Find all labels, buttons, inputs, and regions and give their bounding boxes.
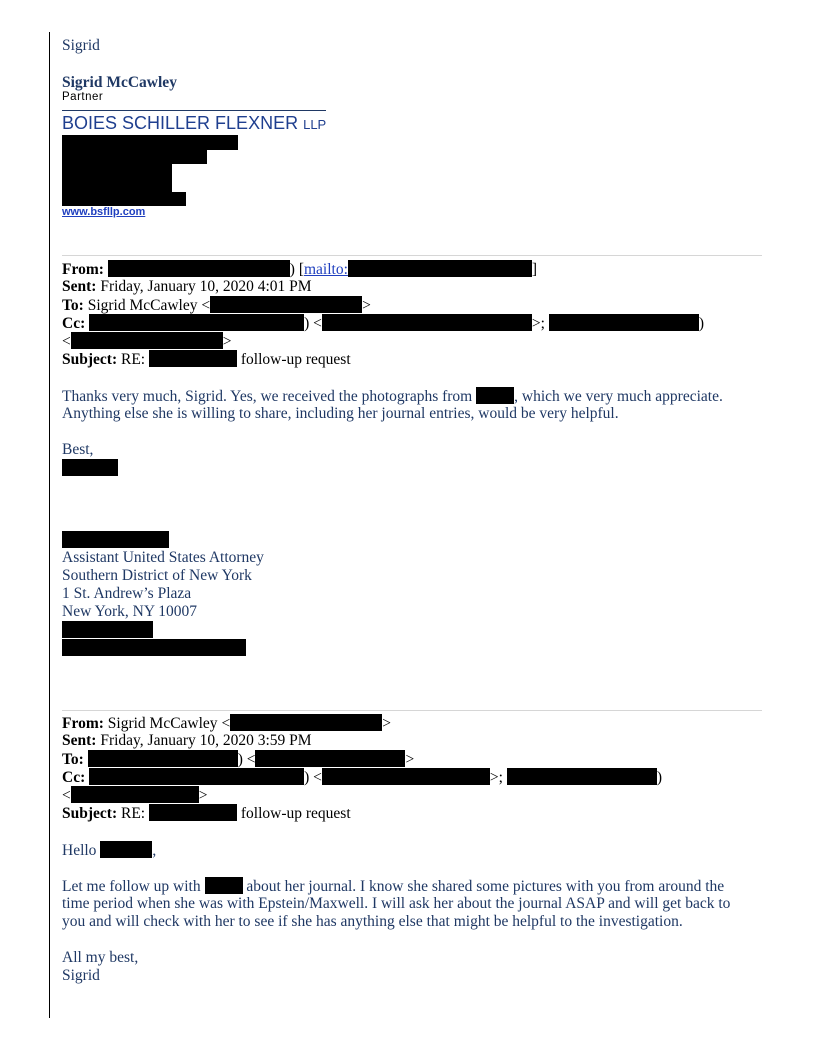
email2-body-line: Let me follow up with about her journal. I know she shared some pictures with you from around the <box>62 878 725 895</box>
signature-name: Sigrid McCawley <box>62 74 177 91</box>
email1-body-line: Anything else she is willing to share, including her journal entries, would be very helpful. <box>62 405 619 422</box>
email1-sig-address: New York, NY 10007 <box>62 603 198 620</box>
redacted-block <box>62 621 153 638</box>
redacted-block <box>62 135 238 150</box>
redacted-block <box>62 192 186 206</box>
email1-cc-line-cont: < > <box>62 333 232 350</box>
email1-sig-address: 1 St. Andrew’s Plaza <box>62 585 192 602</box>
email2-cc-line-cont: < > <box>62 787 208 804</box>
email1-body-line: Thanks very much, Sigrid. Yes, we received the photographs from , which we very much appreciate. <box>62 388 723 405</box>
email2-greeting: Hello , <box>62 842 157 859</box>
redacted-block <box>62 459 118 476</box>
email1-subject-line: Subject: RE: follow-up request <box>62 351 351 368</box>
redacted-block <box>62 178 172 192</box>
redacted-block <box>62 639 246 656</box>
website-link[interactable]: www.bsfllp.com <box>62 206 146 218</box>
email2-subject-line: Subject: RE: follow-up request <box>62 805 351 822</box>
email2-body-line: you and will check with her to see if she has anything else that might be helpful to the investigation. <box>62 913 683 930</box>
email2-signoff: Sigrid <box>62 967 100 984</box>
email1-to-line: To: Sigrid McCawley < > <box>62 297 371 314</box>
mailto-link[interactable]: mailto: <box>303 261 348 278</box>
left-margin-rule <box>49 32 50 1018</box>
email2-to-line: To: ) < > <box>62 751 415 768</box>
email1-sig-office: Southern District of New York <box>62 567 252 584</box>
email-separator <box>62 255 762 256</box>
redacted-block <box>62 164 172 178</box>
signature-divider <box>62 110 326 111</box>
email2-closing: All my best, <box>62 949 139 966</box>
email1-sent-line: Sent: Friday, January 10, 2020 4:01 PM <box>62 278 312 295</box>
email2-cc-line: Cc: ) < >; ) <box>62 769 663 786</box>
firm-logo: BOIES SCHILLER FLEXNER LLP <box>62 113 327 133</box>
email1-closing: Best, <box>62 441 94 458</box>
email1-from-line: From: ) [mailto: ] <box>62 261 538 278</box>
email2-body-line: time period when she was with Epstein/Maxwell. I will ask her about the journal ASAP and will get back to <box>62 895 731 912</box>
email2-sent-line: Sent: Friday, January 10, 2020 3:59 PM <box>62 732 312 749</box>
email2-from-line: From: Sigrid McCawley < > <box>62 715 391 732</box>
signature-title: Partner <box>62 91 104 103</box>
email1-sig-title: Assistant United States Attorney <box>62 549 264 566</box>
email1-cc-line: Cc: ) < >; ) <box>62 315 705 332</box>
redacted-block <box>62 531 169 548</box>
email-separator <box>62 710 762 711</box>
top-signoff: Sigrid <box>62 37 100 54</box>
redacted-block <box>62 150 207 164</box>
